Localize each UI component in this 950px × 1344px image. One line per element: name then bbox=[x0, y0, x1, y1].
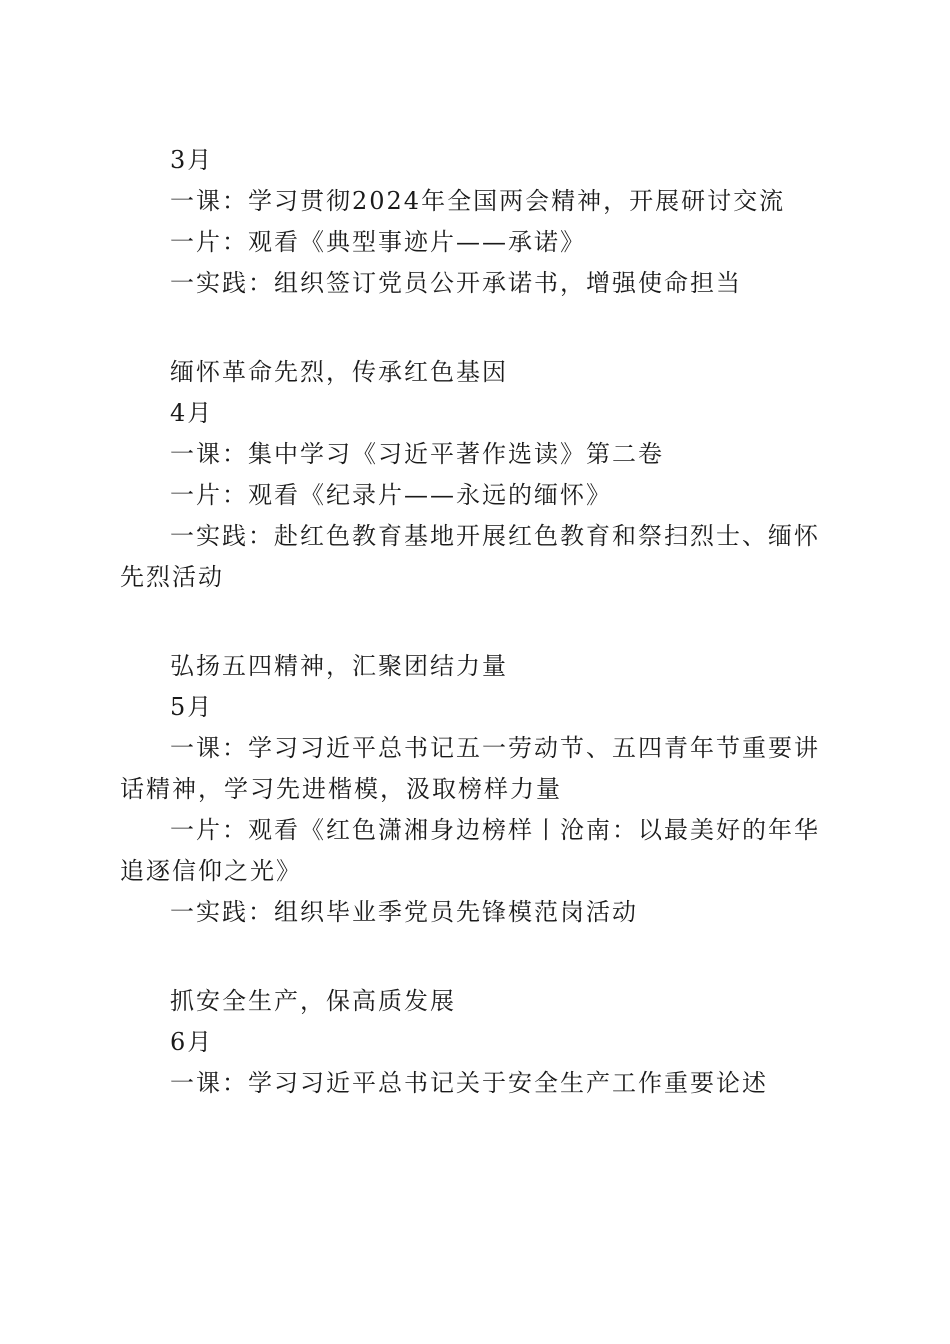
film-line: 一片：观看《红色潇湘身边榜样丨沧南：以最美好的年华追逐信仰之光》 bbox=[120, 816, 820, 885]
section-gap bbox=[120, 304, 830, 352]
document-page bbox=[120, 140, 830, 1104]
lesson-line: 一课：学习习近平总书记关于安全生产工作重要论述 bbox=[170, 1069, 768, 1097]
theme-heading: 弘扬五四精神，汇聚团结力量 bbox=[170, 652, 508, 680]
month-heading: 3月 bbox=[170, 146, 214, 174]
lesson-line: 一课：集中学习《习近平著作选读》第二卷 bbox=[170, 440, 664, 468]
theme-heading: 抓安全生产，保高质发展 bbox=[170, 987, 456, 1015]
month-heading: 6月 bbox=[170, 1028, 214, 1056]
section-gap bbox=[120, 933, 830, 981]
month-heading: 5月 bbox=[170, 693, 214, 721]
lesson-line: 一课：学习贯彻2024年全国两会精神，开展研讨交流 bbox=[170, 187, 786, 215]
month-heading: 4月 bbox=[170, 399, 214, 427]
practice-line: 一实践：赴红色教育基地开展红色教育和祭扫烈士、缅怀先烈活动 bbox=[120, 522, 820, 591]
film-line: 一片：观看《典型事迹片——承诺》 bbox=[170, 228, 586, 256]
practice-line: 一实践：组织毕业季党员先锋模范岗活动 bbox=[170, 898, 638, 926]
practice-line: 一实践：组织签订党员公开承诺书，增强使命担当 bbox=[170, 269, 742, 297]
film-line: 一片：观看《纪录片——永远的缅怀》 bbox=[170, 481, 612, 509]
theme-heading: 缅怀革命先烈，传承红色基因 bbox=[170, 358, 508, 386]
lesson-line: 一课：学习习近平总书记五一劳动节、五四青年节重要讲话精神，学习先进楷模，汲取榜样力量 bbox=[120, 734, 820, 803]
section-gap bbox=[120, 598, 830, 646]
